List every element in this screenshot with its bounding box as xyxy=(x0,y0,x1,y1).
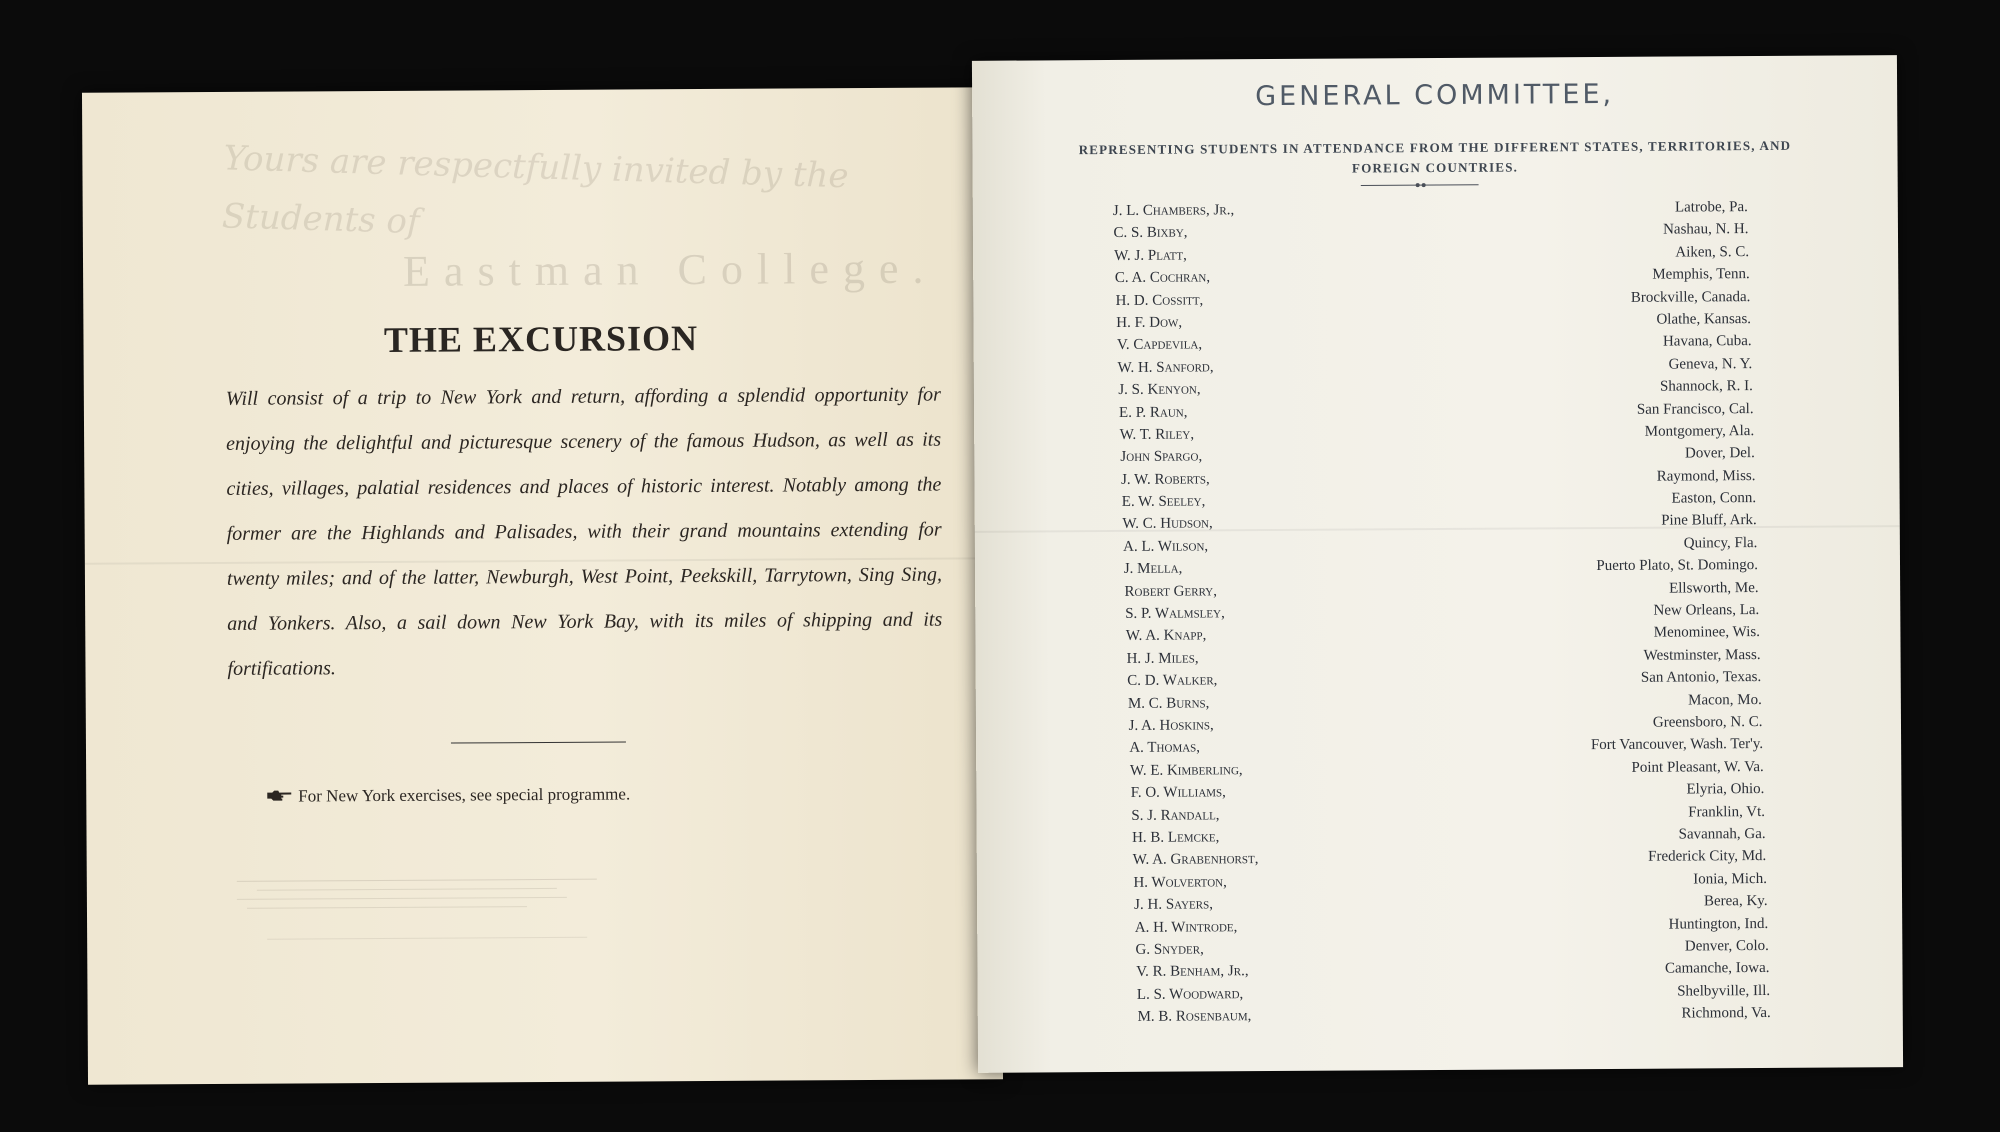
committee-member-place: Westminster, Mass. xyxy=(1643,646,1761,664)
member-place-list xyxy=(1408,196,1771,1027)
committee-member-name: E. P. Raun, xyxy=(1118,404,1188,421)
committee-member-place: Quincy, Fla. xyxy=(1683,534,1758,552)
committee-member-name: H. Wolverton, xyxy=(1133,874,1227,891)
committee-member-name: S. P. Walmsley, xyxy=(1125,605,1225,622)
committee-member-place: Pine Bluff, Ark. xyxy=(1661,512,1757,530)
committee-member-name: V. R. Benham, Jr., xyxy=(1136,963,1249,981)
committee-member-name: W. A. Knapp, xyxy=(1125,627,1207,645)
committee-member-name: A. Thomas, xyxy=(1129,739,1201,757)
committee-member-place: Shannock, R. I. xyxy=(1659,378,1753,395)
excursion-title: THE EXCURSION xyxy=(383,318,699,360)
committee-member-name: H. J. Miles, xyxy=(1126,650,1199,667)
committee-member-place: San Antonio, Texas. xyxy=(1640,669,1762,686)
committee-member-name: V. Capdevila, xyxy=(1116,336,1203,354)
committee-member-name: W. C. Hudson, xyxy=(1122,515,1213,533)
committee-member-place: Franklin, Vt. xyxy=(1688,803,1766,821)
committee-member-name: Robert Gerry, xyxy=(1124,582,1218,600)
committee-subtitle: REPRESENTING STUDENTS IN ATTENDANCE FROM THE DIFFERENT STATES, TERRITORIES, AND FOREIGN COUNTRIES. xyxy=(1078,137,1792,176)
bleed-through-script: Yours are respectfully invited by the Students of xyxy=(221,138,850,243)
committee-title: GENERAL COMMITTEE, xyxy=(1255,78,1615,113)
committee-member-name: W. H. Sanford, xyxy=(1117,359,1214,376)
committee-member-place: Denver, Colo. xyxy=(1684,937,1769,955)
committee-member-name: J. W. Roberts, xyxy=(1121,471,1210,488)
committee-member-name: J. H. Sayers, xyxy=(1134,896,1213,913)
committee-member-place: San Francisco, Cal. xyxy=(1636,400,1754,418)
committee-member-name: C. S. Bixby, xyxy=(1113,224,1188,242)
committee-member-place: Elyria, Ohio. xyxy=(1686,781,1765,798)
committee-member-place: Ellsworth, Me. xyxy=(1669,579,1759,597)
committee-member-place: Huntington, Ind. xyxy=(1668,915,1769,933)
committee-member-name: J. S. Kenyon, xyxy=(1118,381,1201,399)
committee-member-place: Nashau, N. H. xyxy=(1663,221,1749,239)
committee-member-name: John Spargo, xyxy=(1120,448,1203,466)
committee-member-place: New Orleans, La. xyxy=(1653,602,1760,619)
committee-member-place: Shelbyville, Ill. xyxy=(1677,982,1771,1000)
committee-member-place: Greensboro, N. C. xyxy=(1652,714,1763,731)
committee-member-place: Latrobe, Pa. xyxy=(1674,199,1748,216)
committee-member-place: Raymond, Miss. xyxy=(1656,467,1756,485)
pointing-hand-icon xyxy=(266,789,292,803)
committee-member-name: H. D. Cossitt, xyxy=(1115,291,1204,309)
committee-member-place: Ionia, Mich. xyxy=(1693,870,1767,888)
ornament-rule xyxy=(1361,182,1479,189)
committee-member-name: L. S. Woodward, xyxy=(1136,985,1244,1003)
committee-member-place: Macon, Mo. xyxy=(1688,691,1762,709)
committee-member-place: Berea, Ky. xyxy=(1703,893,1768,910)
programme-note xyxy=(266,784,630,806)
committee-member-place: Camanche, Iowa. xyxy=(1664,960,1770,977)
committee-member-place: Puerto Plato, St. Domingo. xyxy=(1596,557,1759,575)
committee-member-place: Geneva, N. Y. xyxy=(1668,355,1753,373)
divider xyxy=(451,741,626,743)
committee-member-place: Easton, Conn. xyxy=(1671,490,1757,507)
committee-member-place: Brockville, Canada. xyxy=(1630,288,1751,306)
committee-member-place: Savannah, Ga. xyxy=(1678,825,1766,843)
committee-member-name: C. A. Cochran, xyxy=(1114,269,1211,287)
committee-member-place: Menominee, Wis. xyxy=(1653,624,1760,642)
committee-member-name: W. T. Riley, xyxy=(1119,426,1195,443)
left-page xyxy=(82,87,1003,1085)
committee-member-place: Olathe, Kansas. xyxy=(1656,311,1752,328)
committee-member-place: Fort Vancouver, Wash. Ter'y. xyxy=(1590,736,1764,754)
excursion-description: Will consist of a trip to New York and return, affording a splendid opportunity for enjoying the delightful and picturesque scenery of the famous Hudson, as well as its cities, villages, palatial residences and places of historic interest. Notably among the former are the Highlands and Palisades, with their grand mountains extending for twenty miles; and of the latter, Newburgh, West Point, Peekskill, Tarrytown, Sing Sing, and Yonkers. Also, a sail down New York Bay, with its miles of shipping and its fortifications. xyxy=(225,383,943,680)
bleed-through-college-name: Eastman College. xyxy=(402,243,938,296)
committee-member-name: A. H. Wintrode, xyxy=(1134,918,1238,936)
committee-member-place: Havana, Cuba. xyxy=(1662,333,1752,350)
bleed-through-text xyxy=(237,875,597,940)
committee-member-name: S. J. Randall, xyxy=(1131,806,1220,824)
committee-member-name: J. A. Hoskins, xyxy=(1128,717,1214,734)
committee-member-name: W. E. Kimberling, xyxy=(1129,761,1243,779)
committee-member-name: M. B. Rosenbaum, xyxy=(1137,1008,1252,1025)
committee-member-name: C. D. Walker, xyxy=(1127,672,1218,690)
committee-member-name: J. Mella, xyxy=(1123,560,1183,578)
committee-member-name: E. W. Seeley, xyxy=(1121,493,1206,511)
committee-member-name: M. C. Burns, xyxy=(1127,694,1210,712)
committee-member-place: Point Pleasant, W. Va. xyxy=(1631,758,1764,776)
committee-member-name: H. F. Dow, xyxy=(1116,314,1183,331)
committee-member-place: Dover, Del. xyxy=(1684,445,1755,462)
committee-member-name: W. J. Platt, xyxy=(1114,247,1187,264)
committee-member-place: Memphis, Tenn. xyxy=(1652,266,1750,283)
committee-member-name: H. B. Lemcke, xyxy=(1132,829,1220,846)
committee-member-name: J. L. Chambers, Jr., xyxy=(1112,202,1235,219)
committee-member-name: F. O. Williams, xyxy=(1130,784,1226,802)
committee-member-name: A. L. Wilson, xyxy=(1123,538,1209,555)
committee-member-place: Aiken, S. C. xyxy=(1675,243,1750,261)
committee-member-place: Frederick City, Md. xyxy=(1648,848,1767,866)
committee-member-name: W. A. Grabenhorst, xyxy=(1132,851,1259,869)
committee-member-name: G. Snyder, xyxy=(1135,941,1204,958)
programme-note-text: For New York exercises, see special programme. xyxy=(298,784,631,806)
committee-member-place: Montgomery, Ala. xyxy=(1644,422,1755,440)
right-page xyxy=(972,55,1903,1073)
committee-member-place: Richmond, Va. xyxy=(1681,1005,1771,1022)
